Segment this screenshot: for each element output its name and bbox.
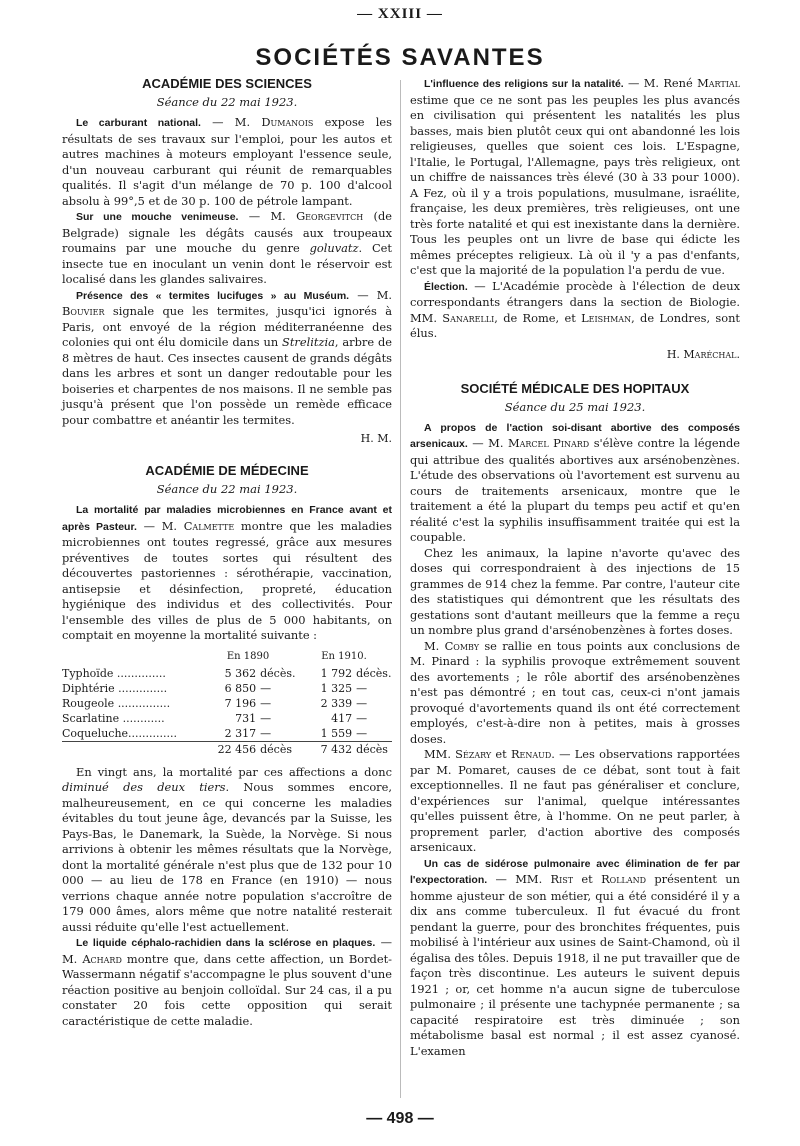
- seance-date-hopitaux: Séance du 25 mai 1923.: [504, 399, 646, 414]
- author-name: Rolland: [601, 872, 647, 886]
- author-name: Dumanois: [261, 115, 314, 129]
- value-1890: 6 850: [224, 681, 257, 695]
- paragraph-lead: Un cas de sidérose pulmonaire avec élimination de fer par l'expectoration.: [410, 857, 740, 886]
- paragraph-carburant: [62, 115, 392, 209]
- paragraph-termites: [62, 288, 392, 429]
- value-1910: 1 325: [320, 681, 353, 695]
- unit-1890: —: [260, 726, 272, 740]
- italic-term: diminué des deux tiers: [62, 780, 226, 794]
- paragraph-text: expose les résultats de ses travaux sur l'emploi, pour les autos et autres machines à moteurs employant l'essence seule, d'un nouveau carburant qui réunit de remarquables qualités. Il s'agit d'un mélange de 70 p. 100 d'alcool absolu à 99°,5 et de 30 p. 100 de pétrole lampant.: [62, 115, 393, 208]
- unit-1890: —: [260, 696, 272, 710]
- paragraph-text: , de Londres, sont élus.: [410, 310, 740, 340]
- total-unit: décès: [260, 741, 296, 757]
- paragraph-text: s'élève contre la légende qui attribue des qualités abortives aux arsénobenzènes. L'étude des observations où l'avortement est survenu au cours de traitements arsenicaux, montre que le traitement a été la plupart du temps peu actif et qu'en réalité c'est la syphilis insuffisamment traitée qui est la coupable.: [410, 436, 740, 544]
- unit-1910: —: [356, 711, 368, 725]
- dash: — M.: [467, 436, 508, 450]
- disease-label: Diphtérie ..............: [62, 681, 168, 695]
- conjunction: et: [573, 872, 602, 886]
- paragraph-lead: L'influence des religions sur la natalité.: [424, 78, 624, 90]
- author-name: Martial: [697, 76, 740, 90]
- paragraph-lead: A propos de l'action soi-disant abortive des composés arsenicaux.: [410, 421, 740, 450]
- paragraph-mouche: [62, 209, 392, 288]
- italic-term: Strelitzia: [282, 335, 335, 349]
- paragraph-lead: Le liquide céphalo-rachidien dans la sclérose en plaques.: [76, 937, 376, 949]
- dash: MM.: [424, 747, 456, 761]
- dash: — MM.: [487, 872, 551, 886]
- paragraph-text: signale que les termites, jusqu'ici ignorés à Paris, ont envoyé de la région méditerranéenne des colonies qui ont élu domicile dans un: [62, 304, 392, 349]
- table-row: [62, 726, 392, 742]
- paragraph-election: [410, 279, 740, 342]
- unit-1890: décès.: [260, 666, 296, 680]
- author-name: Bouvier: [62, 304, 105, 318]
- paragraph-animaux: Chez les animaux, la lapine n'avorte qu'avec des doses qui correspondraient à des injections de 15 grammes de 914 chez la femme. Par contre, l'auteur cite des statistiques qui démontrent que les résultats des gestations sont d'autant meilleurs que la femme a reçu un nombre plus grand d'arsénobenzènes à fortes doses.: [410, 545, 740, 637]
- dash: — M.: [62, 935, 392, 966]
- italic-term: goluvatz: [309, 241, 359, 255]
- table-row: [62, 681, 392, 696]
- author-name: Georgevitch: [296, 209, 364, 223]
- author-name: Marcel Pinard: [507, 436, 590, 450]
- page-number: — 498 —: [366, 1110, 434, 1127]
- value-1890: 731: [235, 711, 257, 725]
- paragraph-text: . Nous sommes encore, malheureusement, en ce qui concerne les maladies évitables du tout jeune âge, devancés par la Suisse, les Pays-Bas, le Danemark, la Suède, la Norvège. Si nous arrivions à obtenir les mêmes résultats que la Norvège, dont la mortalité générale n'est plus que de 132 pour 10 000 — au lieu de 178 en France (en 1910) — nous verrions chaque année notre population s'accroître de 179 000 âmes, alors même que notre natalité resterait aussi réduite qu'elle l'est actuellement.: [62, 780, 392, 934]
- paragraph-text: montre que les maladies microbiennes ont toutes regressé, grâce aux mesures préventives de toutes sortes qui résultent des découvertes pastoriennes : sérothérapie, vaccination, antisepsie et désinfection, propreté, éducation hygiénique des individus et des collectivités. Pour l'ensemble des villes de plus de 5 000 habitants, on comptait en moyenne la mortalité suivante :: [62, 518, 392, 642]
- paragraph-text: (de Belgrade) signale les dégâts causés aux troupeaux roumains par une mouche du genre: [62, 209, 392, 255]
- paragraph-sezary: [410, 747, 740, 856]
- paragraph-religions: [410, 76, 740, 279]
- value-1910: 1 559: [320, 726, 353, 740]
- disease-label: Scarlatine ............: [62, 711, 165, 725]
- unit-1910: décès.: [356, 666, 392, 680]
- total-1910: 7 432: [296, 741, 356, 757]
- paragraph-lead: Présence des « termites lucifuges » au Muséum.: [76, 289, 350, 302]
- page-title: SOCIÉTÉS SAVANTES: [255, 44, 545, 71]
- table-row: [62, 696, 392, 711]
- paragraph-siderose: [410, 856, 740, 1060]
- author-name: Leishman: [581, 310, 632, 325]
- right-column: [410, 76, 740, 1059]
- paragraph-text: . Cet insecte tue en inoculant un venin dont le réservoir est localisé dans les glandes salivaires.: [62, 241, 392, 286]
- paragraph-lead: Le carburant national.: [76, 117, 201, 129]
- table-row: [62, 666, 392, 681]
- signature: H. M.: [360, 432, 392, 445]
- value-1890: 2 317: [224, 726, 257, 740]
- author-name: Sanarelli: [442, 310, 495, 325]
- author-name: Comby: [444, 638, 480, 653]
- dash: — M.: [349, 287, 392, 302]
- paragraph-text: présentent un homme ajusteur de son métier, qui a été considéré il y a dix ans comme tuberculeux. Il fut évacué du front pendant la guerre, pour des bronchites fréquentes, puis mobilisé à l'intérieur aux usines de Saint-Chamond, où il égalisa des tôles. Depuis 1918, il ne put travailler que de façon très discontinue. Les auteurs le suivent depuis 1921 ; or, cet homme n'a aucun signe de tuberculose pulmonaire ; il présente une tachypnée permanente ; sa capacité respiratoire est très diminuée ; son métabolisme basal est normal ; il est assez cyanosé. L'examen: [410, 872, 741, 1058]
- dash: — M.: [238, 209, 297, 223]
- section-heading-hopitaux: SOCIÉTÉ MÉDICALE DES HOPITAUX: [460, 380, 690, 396]
- column-header-1910: En 1910.: [321, 650, 367, 662]
- dash: M.: [424, 638, 445, 653]
- seance-date-medecine: Séance du 22 mai 1923.: [156, 482, 298, 496]
- section-heading-sciences: ACADÉMIE DES SCIENCES: [142, 76, 312, 91]
- total-1890: 22 456: [200, 741, 260, 757]
- dash: — M.: [136, 518, 184, 533]
- paragraph-text: . — Les observations rapportées par M. Pomaret, causes de ce débat, sont tout à fait exceptionnelles. Il ne faut pas généraliser et conclure, d'expériences sur l'animal, quelque intéressantes qu'elles puissent être, à l'homme. On ne peut parler, à proprement parler, d'action abortive des composés arsenicaux.: [410, 747, 740, 854]
- disease-label: Rougeole ...............: [62, 696, 171, 710]
- unit-1910: —: [356, 681, 368, 695]
- table-row: [62, 711, 392, 726]
- disease-label: Typhoïde ..............: [62, 666, 166, 680]
- section-heading-medecine: ACADÉMIE DE MÉDECINE: [145, 463, 309, 478]
- paragraph-text: se rallie en tous points aux conclusions de M. Pinard : la syphilis provoque extrêmement souvent des avortements ; le rôle abortif des arsénobenzènes n'est pas démontré ; en tout cas, ceux-ci n'ont jamais provoqué d'avortements quand ils ont été correctement employés, c'est-à-dire non à petites, mais à grosses doses.: [410, 638, 741, 746]
- unit-1890: —: [260, 681, 272, 695]
- mortality-table: [62, 650, 392, 757]
- table-total-row: [62, 741, 392, 757]
- dash: — M.: [200, 115, 262, 129]
- author-name: Calmette: [183, 518, 235, 533]
- column-divider: [400, 80, 401, 1098]
- paragraph-vingt-ans: [62, 765, 392, 936]
- paragraph-text: , de Rome, et: [494, 310, 582, 325]
- value-1890: 5 362: [224, 666, 257, 680]
- disease-label: Coqueluche..............: [62, 726, 177, 740]
- paragraph-text: — L'Académie procède à l'élection de deux correspondants étrangers dans la section de Biologie. MM.: [410, 278, 740, 325]
- paragraph-lead: Élection.: [424, 280, 468, 293]
- total-unit: décès: [356, 741, 392, 757]
- value-1910: 417: [331, 711, 353, 725]
- unit-1890: —: [260, 711, 272, 725]
- paragraph-lead: La mortalité par maladies microbiennes en France avant et après Pasteur.: [62, 504, 392, 533]
- seance-date-sciences: Séance du 22 mai 1923.: [156, 95, 298, 109]
- table-header-row: [62, 650, 392, 666]
- unit-1910: —: [356, 726, 368, 740]
- paragraph-liquide: [62, 935, 392, 1029]
- value-1890: 7 196: [224, 696, 257, 710]
- paragraph-text: estime que ce ne sont pas les peuples les plus avancés en civilisation qui présentent les natalités les plus basses, mais bien plutôt ceux qui ont abandonné les lois religieuses, quelles que soient ces lois. L'Espagne, l'Italie, le Portugal, l'Allemagne, pays très religieux, ont un chiffre de naissances très élevé (30 à 33 pour 1000). A Fez, où il y a trois populations, musulmane, israélite, française, les deux premières, très religieuses, ont une très forte natalité et qui est inexistante dans la dernière. Tous les peuples ont un livre de base qui édicte les mêmes préceptes religieux. Là où il 'y a pas d'enfants, c'est que la majorité de la population l'a perdu de vue.: [410, 92, 740, 277]
- author-name: Rist: [550, 872, 574, 886]
- author-name: Achard: [82, 951, 122, 966]
- paragraph-text: montre que, dans cette affection, un Bordet-Wassermann négatif s'accompagne le plus souvent d'une réaction positive au benjoin colloïdal. Sur 24 cas, il a pu constater 20 fois cette opposition qui serait caractéristique de cette maladie.: [62, 951, 393, 1028]
- paragraph-abortive: [410, 420, 740, 546]
- conjunction: et: [491, 747, 511, 761]
- author-name: Sézary: [455, 747, 492, 761]
- left-column: [62, 76, 392, 1029]
- column-header-1890: En 1890: [226, 650, 270, 662]
- value-1910: 2 339: [320, 696, 353, 710]
- paragraph-text: En vingt ans, la mortalité par ces affections a donc: [76, 764, 392, 779]
- value-1910: 1 792: [320, 666, 353, 680]
- signature: H. Maréchal.: [666, 347, 740, 361]
- paragraph-mortalite: [62, 502, 392, 644]
- paragraph-text: , arbre de 8 mètres de haut. Ces insectes causent de grands dégâts dans les arbres et sont un danger redoutable pour les boiseries et charpentes de nos maisons. Il ne semble pas jusqu'à présent que l'on possède un remède efficace pour combattre et anéantir les termites.: [62, 335, 392, 427]
- unit-1910: —: [356, 696, 368, 710]
- author-name: Renaud: [510, 747, 552, 761]
- dash: — M. René: [623, 76, 698, 90]
- paragraph-comby: [410, 639, 740, 748]
- paragraph-lead: Sur une mouche venimeuse.: [76, 211, 239, 223]
- roman-page-number: — XXIII —: [357, 6, 443, 22]
